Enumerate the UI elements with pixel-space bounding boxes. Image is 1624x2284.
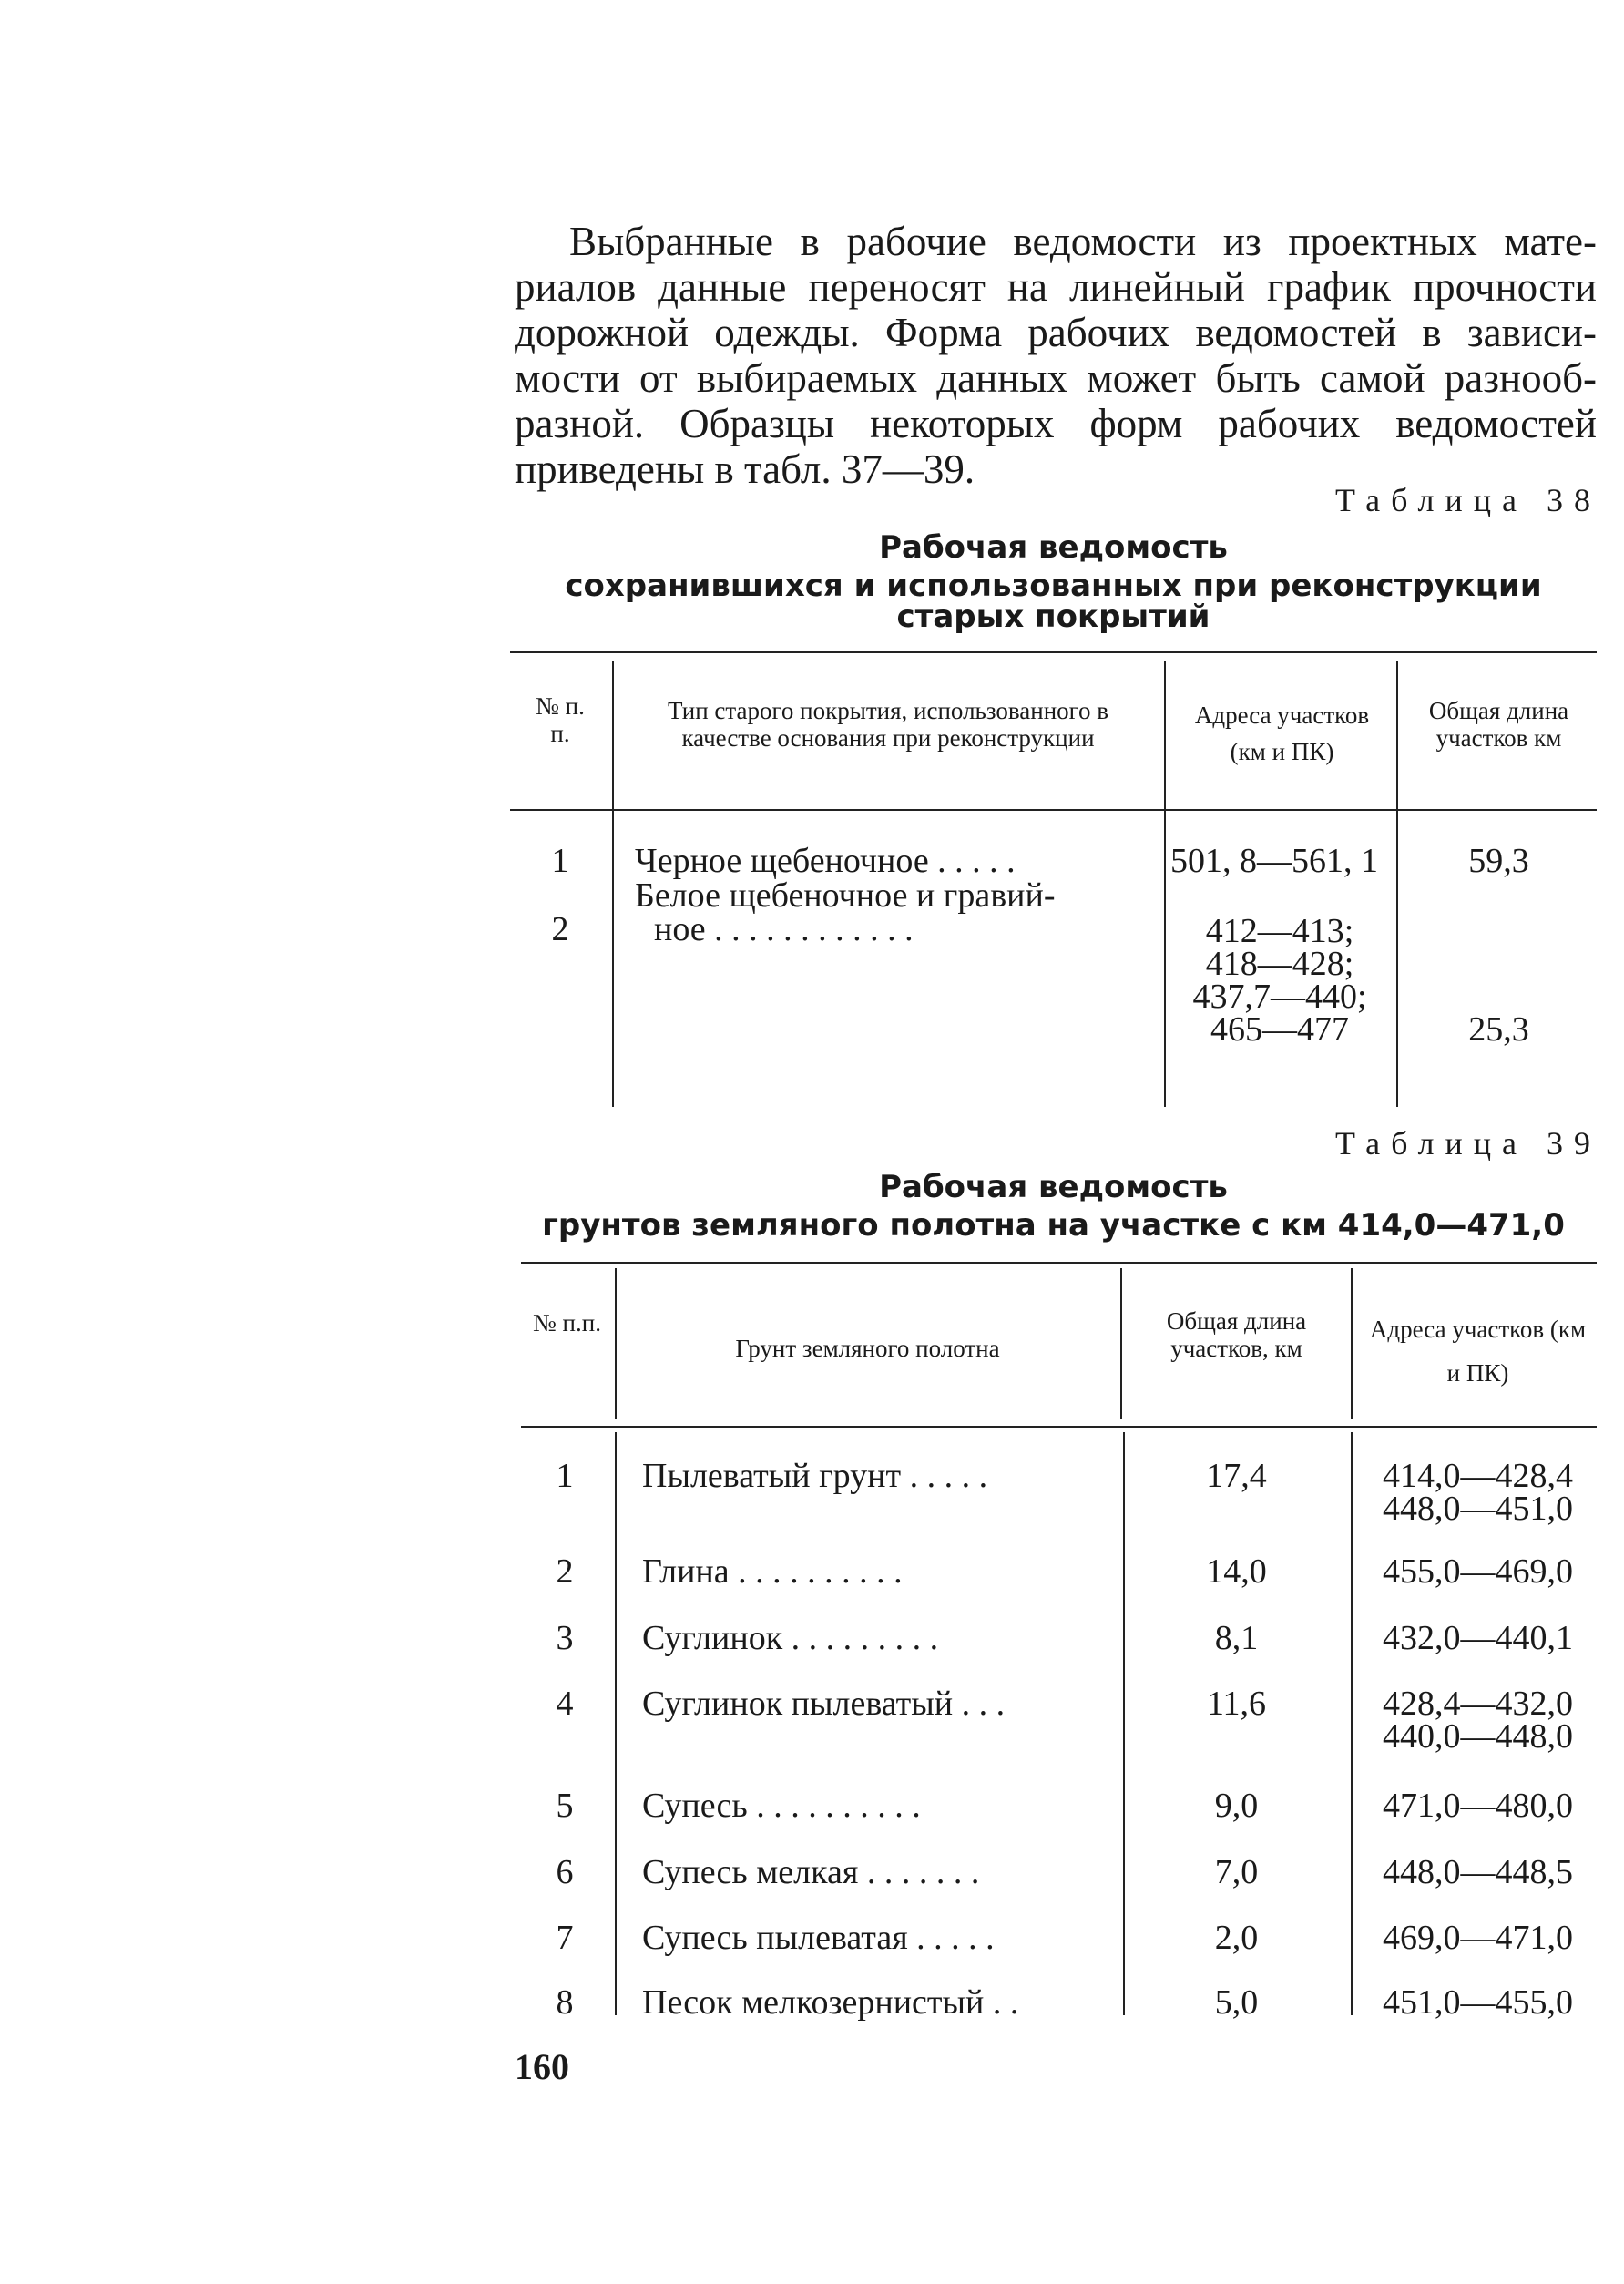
table38-title-line: старых покрытий <box>896 599 1210 635</box>
table39-row-soil: Суглинок . . . . . . . . . <box>642 1619 939 1657</box>
paragraph-line: дорожной одежды. Форма рабочих ведомостей в зависи- <box>515 310 1597 355</box>
table39-row-soil: Супесь пылеватая . . . . . <box>642 1919 995 1957</box>
table39-header-length: Общая длина участков, км <box>1166 1307 1307 1362</box>
table39-row-length: 11,6 <box>1206 1685 1267 1723</box>
table39-row-num: 7 <box>556 1919 574 1957</box>
table38-row-type: ное . . . . . . . . . . . . <box>654 910 914 948</box>
table39-row-length: 14,0 <box>1206 1552 1267 1591</box>
table38-row-num: 2 <box>551 910 569 948</box>
table39-row-num: 5 <box>556 1787 574 1825</box>
paragraph-line: разной. Образцы некоторых форм рабочих ведомостей <box>515 401 1597 446</box>
table38-row-length: 59,3 <box>1468 842 1529 880</box>
table39-row-num: 6 <box>556 1853 574 1891</box>
table39-row-soil: Супесь . . . . . . . . . . <box>642 1787 921 1825</box>
table38-row-addr: 412—413; <box>1205 912 1354 950</box>
table39-row-addr: 428,4—432,0 <box>1383 1685 1573 1723</box>
table39-row-addr: 432,0—440,1 <box>1383 1619 1573 1657</box>
table39-title <box>510 1168 1597 1244</box>
table39-row-addr: 448,0—448,5 <box>1383 1853 1573 1891</box>
table38-row-addr: 501, 8—561, 1 <box>1170 842 1378 880</box>
table39-row-soil: Пылеватый грунт . . . . . <box>642 1457 988 1495</box>
table38-row-type: Белое щебеночное и гравий- <box>635 876 1056 915</box>
table38-title <box>510 528 1597 636</box>
table38-label: Таблица 38 <box>1335 482 1601 518</box>
table38-header-num: № п. п. <box>536 692 585 747</box>
table39-row-length: 7,0 <box>1214 1853 1259 1891</box>
table39-label: Таблица 39 <box>1335 1125 1601 1162</box>
table39-row-num: 8 <box>556 1983 574 2022</box>
table39-row-addr: 469,0—471,0 <box>1383 1919 1573 1957</box>
paragraph-line: приведены в табл. 37—39. <box>515 446 975 492</box>
table39-row-length: 8,1 <box>1214 1619 1259 1657</box>
table38-title-line: Рабочая ведомость <box>879 529 1228 566</box>
table39-title-line: Рабочая ведомость <box>879 1169 1228 1205</box>
table39-row-soil: Глина . . . . . . . . . . <box>642 1552 903 1591</box>
table39-row-num: 1 <box>556 1457 574 1495</box>
table39-row-num: 2 <box>556 1552 574 1591</box>
paragraph-line: мости от выбираемых данных может быть самой разнооб- <box>515 355 1597 401</box>
intro-paragraph <box>515 219 1597 492</box>
table39-row-addr: 440,0—448,0 <box>1383 1717 1573 1756</box>
table38-row-type: Черное щебеночное . . . . . <box>635 842 1016 880</box>
table39-row-addr: 455,0—469,0 <box>1383 1552 1573 1591</box>
table39-row-num: 3 <box>556 1619 574 1657</box>
table38-row-length: 25,3 <box>1468 1010 1529 1049</box>
table39-row-length: 9,0 <box>1214 1787 1259 1825</box>
table39-row-addr: 448,0—451,0 <box>1383 1490 1573 1528</box>
table38-header-length: Общая длина участков км <box>1428 697 1569 752</box>
table38-row-addr: 418—428; <box>1205 945 1354 983</box>
table39-row-addr: 414,0—428,4 <box>1383 1457 1573 1495</box>
table38-row-num: 1 <box>551 842 569 880</box>
table39-row-length: 2,0 <box>1214 1919 1259 1957</box>
table39-row-addr: 471,0—480,0 <box>1383 1787 1573 1825</box>
page-number: 160 <box>515 2046 569 2087</box>
table38-row-addr: 437,7—440; <box>1192 978 1367 1016</box>
table39-row-soil: Супесь мелкая . . . . . . . <box>642 1853 980 1891</box>
paragraph-line: Выбранные в рабочие ведомости из проектных мате- <box>569 219 1597 264</box>
table39-row-length: 5,0 <box>1214 1983 1259 2022</box>
table39-row-soil: Суглинок пылеватый . . . <box>642 1685 1006 1723</box>
table39-row-num: 4 <box>556 1685 574 1723</box>
table39-header-addr: Адреса участков (км и ПК) <box>1369 1316 1587 1387</box>
table38-header-type: Тип старого покрытия, использованного в качестве основания при реконструкции <box>667 697 1109 752</box>
table39-title-line: грунтов земляного полотна на участке с км 414,0—471,0 <box>542 1207 1565 1244</box>
table38-title-line: сохранившихся и использованных при реконструкции <box>565 568 1542 604</box>
table38-row-addr: 465—477 <box>1210 1010 1349 1049</box>
table39-row-length: 17,4 <box>1206 1457 1267 1495</box>
table39-header-num: № п.п. <box>533 1309 601 1337</box>
table38-header-addr: Адреса участков (км и ПК) <box>1194 702 1370 765</box>
table39-header-soil: Грунт земляного полотна <box>735 1335 1000 1362</box>
table39-row-soil: Песок мелкозернистый . . <box>642 1983 1019 2022</box>
paragraph-line: риалов данные переносят на линейный график прочности <box>515 264 1597 310</box>
table39-row-addr: 451,0—455,0 <box>1383 1983 1573 2022</box>
